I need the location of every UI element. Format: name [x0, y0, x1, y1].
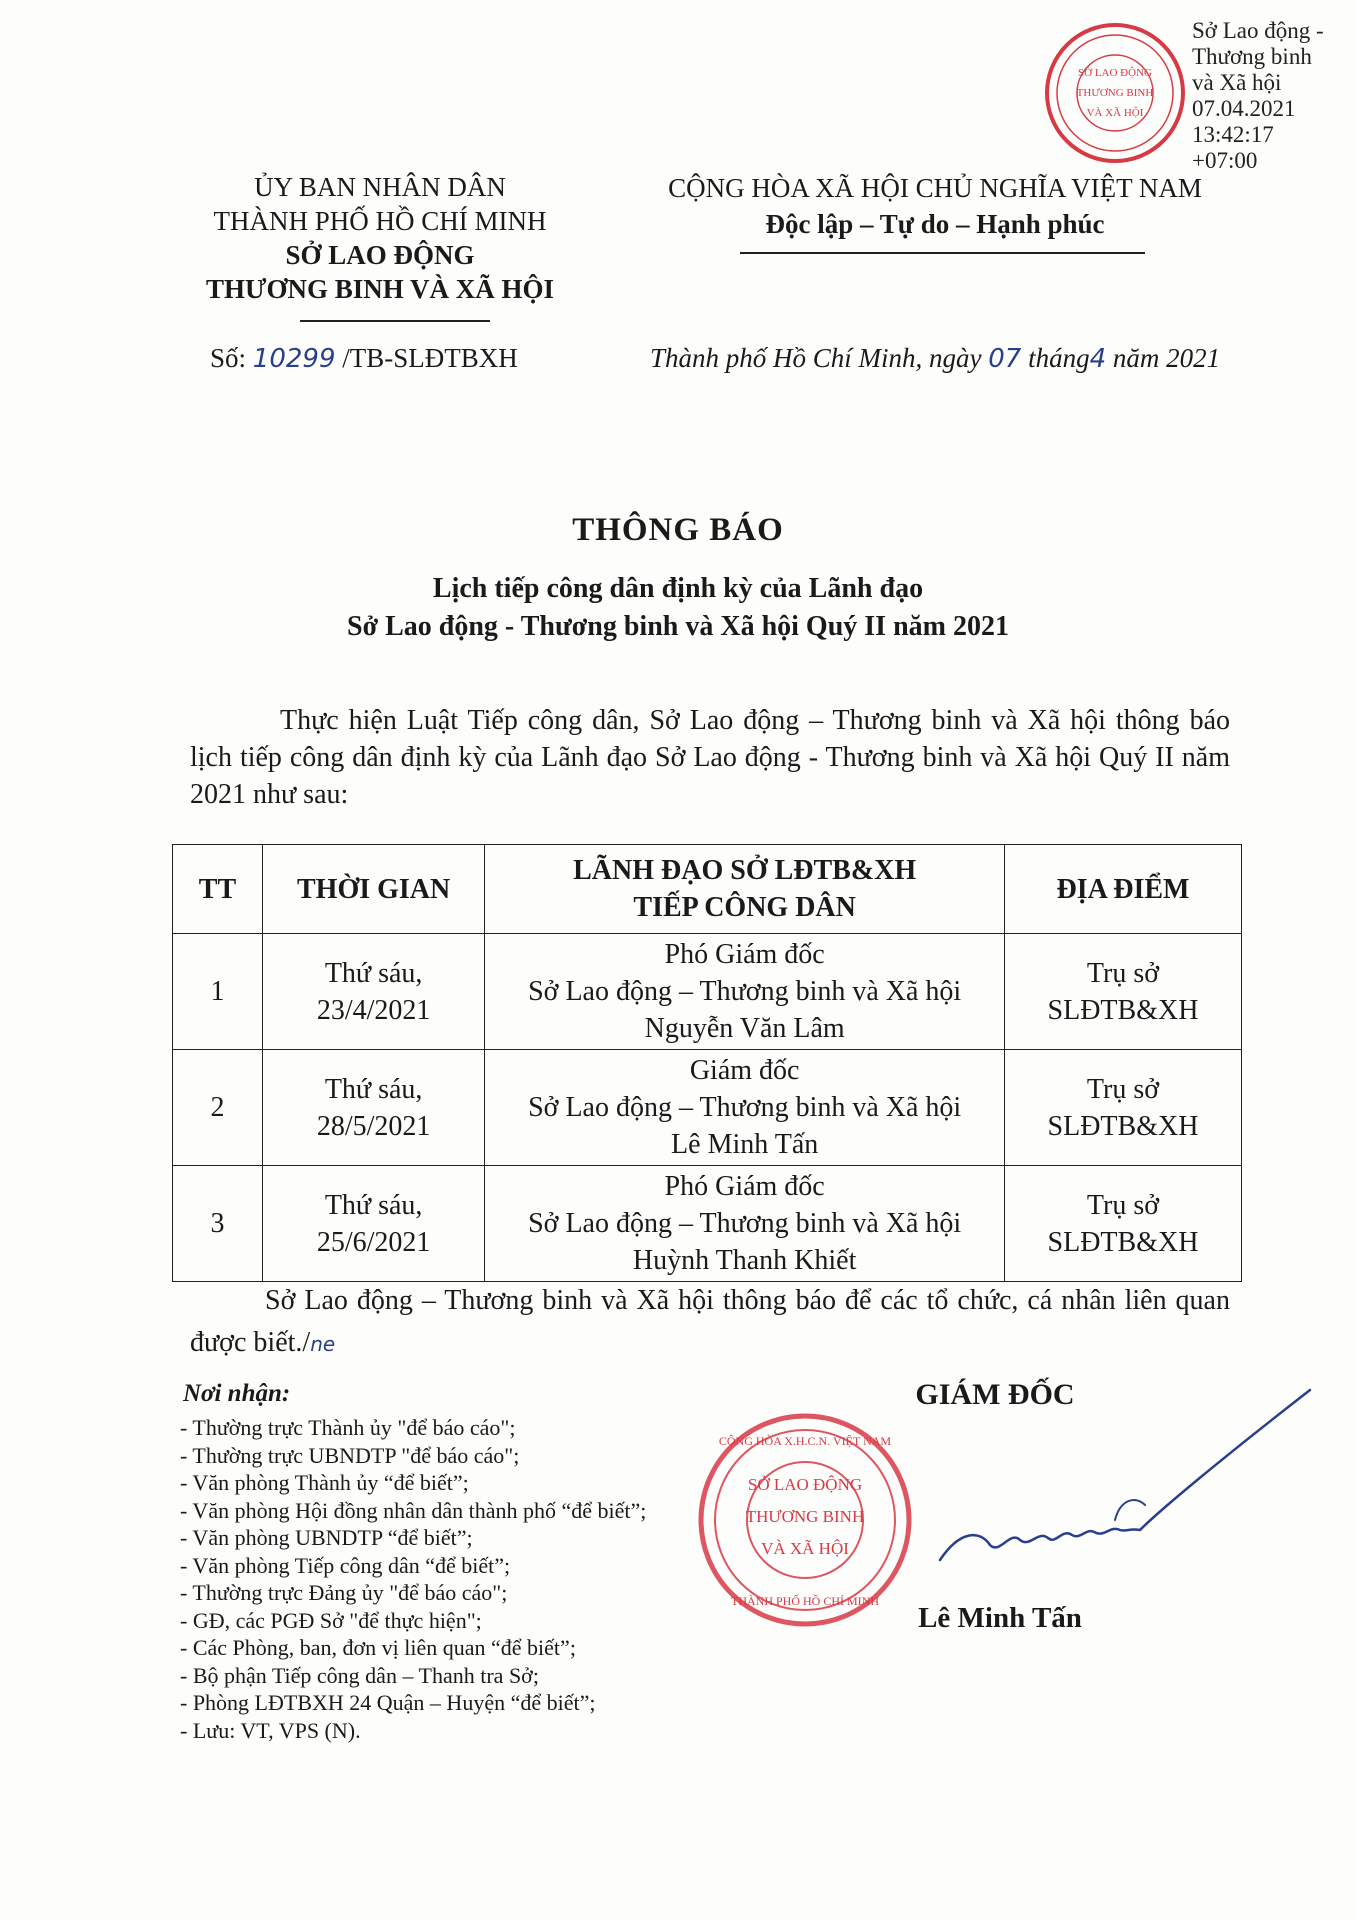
cell-place: Trụ sở SLĐTB&XH: [1004, 934, 1241, 1050]
issuing-agency: [150, 170, 610, 306]
signature-org-line1: Sở Lao động -: [1192, 18, 1324, 43]
signature-time: 13:42:17: [1192, 122, 1274, 147]
list-item: - Văn phòng UBNDTP “để biết”;: [180, 1525, 473, 1550]
recipients-list: [180, 1414, 760, 1744]
signature-org-line3: và Xã hội: [1192, 70, 1282, 95]
cell-place: Trụ sở SLĐTB&XH: [1004, 1166, 1241, 1282]
svg-text:SỞ LAO ĐỘNG: SỞ LAO ĐỘNG: [1078, 67, 1152, 79]
table-row: [173, 934, 1242, 1050]
list-item: - Thường trực UBNDTP "để báo cáo";: [180, 1442, 520, 1468]
handwritten-month: 4: [1089, 344, 1107, 374]
list-item: - Phòng LĐTBXH 24 Quận – Huyện “để biết”;: [180, 1690, 596, 1715]
svg-text:THƯƠNG BINH: THƯƠNG BINH: [1076, 87, 1154, 99]
document-title: THÔNG BÁO: [572, 512, 784, 548]
svg-text:CỘNG HÒA X.H.C.N. VIỆT NAM: CỘNG HÒA X.H.C.N. VIỆT NAM: [718, 1434, 892, 1448]
handwritten-initials: ne: [310, 1332, 336, 1356]
cell-tt: 2: [173, 1050, 263, 1166]
table-row: [173, 1166, 1242, 1282]
svg-text:SỞ LAO ĐỘNG: SỞ LAO ĐỘNG: [747, 1475, 863, 1494]
signature-timezone: +07:00: [1192, 148, 1258, 173]
signature-date: 07.04.2021: [1192, 96, 1296, 121]
list-item: - Thường trực Thành ủy "để báo cáo";: [180, 1415, 516, 1440]
cell-leader: Giám đốc Sở Lao động – Thương binh và Xã hội Lê Minh Tấn: [485, 1050, 1005, 1166]
list-item: - Văn phòng Tiếp công dân “để biết”;: [180, 1552, 511, 1578]
schedule-table: [172, 844, 1242, 1282]
handwritten-signature: [920, 1380, 1320, 1580]
svg-text:THƯƠNG BINH: THƯƠNG BINH: [745, 1507, 865, 1526]
document-number: Số: 10299 /TB-SLĐTBXH: [210, 343, 518, 374]
cell-time: Thứ sáu, 28/5/2021: [262, 1050, 484, 1166]
motto: Độc lập – Tự do – Hạnh phúc: [765, 209, 1105, 239]
recipients-title: Nơi nhận:: [183, 1380, 291, 1407]
list-item: - Văn phòng Thành ủy “để biết”;: [180, 1470, 469, 1495]
national-motto: [615, 170, 1255, 242]
agency-line3: SỞ LAO ĐỘNG: [285, 240, 475, 270]
cell-time: Thứ sáu, 23/4/2021: [262, 934, 484, 1050]
document-date: Thành phố Hồ Chí Minh, ngày 07 tháng4 năm 2021: [650, 343, 1221, 374]
list-item: - Bộ phận Tiếp công dân – Thanh tra Sở;: [180, 1662, 539, 1688]
agency-line2: THÀNH PHỐ HỒ CHÍ MINH: [213, 206, 547, 236]
document-subtitle: Lịch tiếp công dân định kỳ của Lãnh đạo Sở Lao động - Thương binh và Xã hội Quý II năm 2021: [347, 573, 1009, 642]
cell-leader: Phó Giám đốc Sở Lao động – Thương binh và Xã hội Nguyễn Văn Lâm: [485, 934, 1005, 1050]
list-item: - Lưu: VT, VPS (N).: [180, 1717, 361, 1743]
header-leader: LÃNH ĐẠO SỞ LĐTB&XH TIẾP CÔNG DÂN: [485, 845, 1005, 934]
svg-text:THÀNH PHỐ HỒ CHÍ MINH: THÀNH PHỐ HỒ CHÍ MINH: [731, 1594, 879, 1608]
digital-signature-info: [1192, 18, 1352, 174]
table-row: [173, 1050, 1242, 1166]
header-time: THỜI GIAN: [262, 845, 484, 934]
cell-leader: Phó Giám đốc Sở Lao động – Thương binh và Xã hội Huỳnh Thanh Khiết: [485, 1166, 1005, 1282]
agency-line1: ỦY BAN NHÂN DÂN: [254, 172, 506, 202]
list-item: - Văn phòng Hội đồng nhân dân thành phố “để biết”;: [180, 1497, 647, 1523]
table-header-row: [173, 845, 1242, 934]
handwritten-number: 10299: [252, 344, 336, 374]
country-name: CỘNG HÒA XÃ HỘI CHỦ NGHĨA VIỆT NAM: [668, 173, 1202, 203]
cell-time: Thứ sáu, 25/6/2021: [262, 1166, 484, 1282]
intro-paragraph: Thực hiện Luật Tiếp công dân, Sở Lao động – Thương binh và Xã hội thông báo lịch tiếp công dân định kỳ của Lãnh đạo Sở Lao động - Thương binh và Xã hội Quý II năm 2021 như sau:: [190, 705, 1230, 810]
agency-line4: THƯƠNG BINH VÀ XÃ HỘI: [205, 274, 555, 304]
cell-place: Trụ sở SLĐTB&XH: [1004, 1050, 1241, 1166]
handwritten-day: 07: [988, 344, 1022, 374]
official-seal-top: [1040, 18, 1190, 168]
header-tt: TT: [173, 845, 263, 934]
list-item: - Thường trực Đảng ủy "để báo cáo";: [180, 1580, 508, 1605]
list-item: - Các Phòng, ban, đơn vị liên quan “để biết”;: [180, 1635, 576, 1660]
signer-name: Lê Minh Tấn: [918, 1602, 1082, 1634]
header-place: ĐỊA ĐIỂM: [1004, 845, 1241, 934]
signer-role: GIÁM ĐỐC: [915, 1378, 1075, 1411]
closing-paragraph: Sở Lao động – Thương binh và Xã hội thông báo để các tổ chức, cá nhân liên quan được biết./ne: [190, 1285, 1230, 1358]
motto-underline: [740, 252, 1145, 254]
agency-underline: [300, 320, 490, 322]
svg-text:VÀ XÃ HỘI: VÀ XÃ HỘI: [761, 1539, 849, 1558]
cell-tt: 1: [173, 934, 263, 1050]
list-item: - GĐ, các PGĐ Sở "để thực hiện";: [180, 1607, 482, 1633]
cell-tt: 3: [173, 1166, 263, 1282]
signature-org-line2: Thương binh: [1192, 44, 1312, 69]
svg-text:VÀ XÃ HỘI: VÀ XÃ HỘI: [1086, 107, 1144, 119]
official-seal: [690, 1405, 920, 1635]
